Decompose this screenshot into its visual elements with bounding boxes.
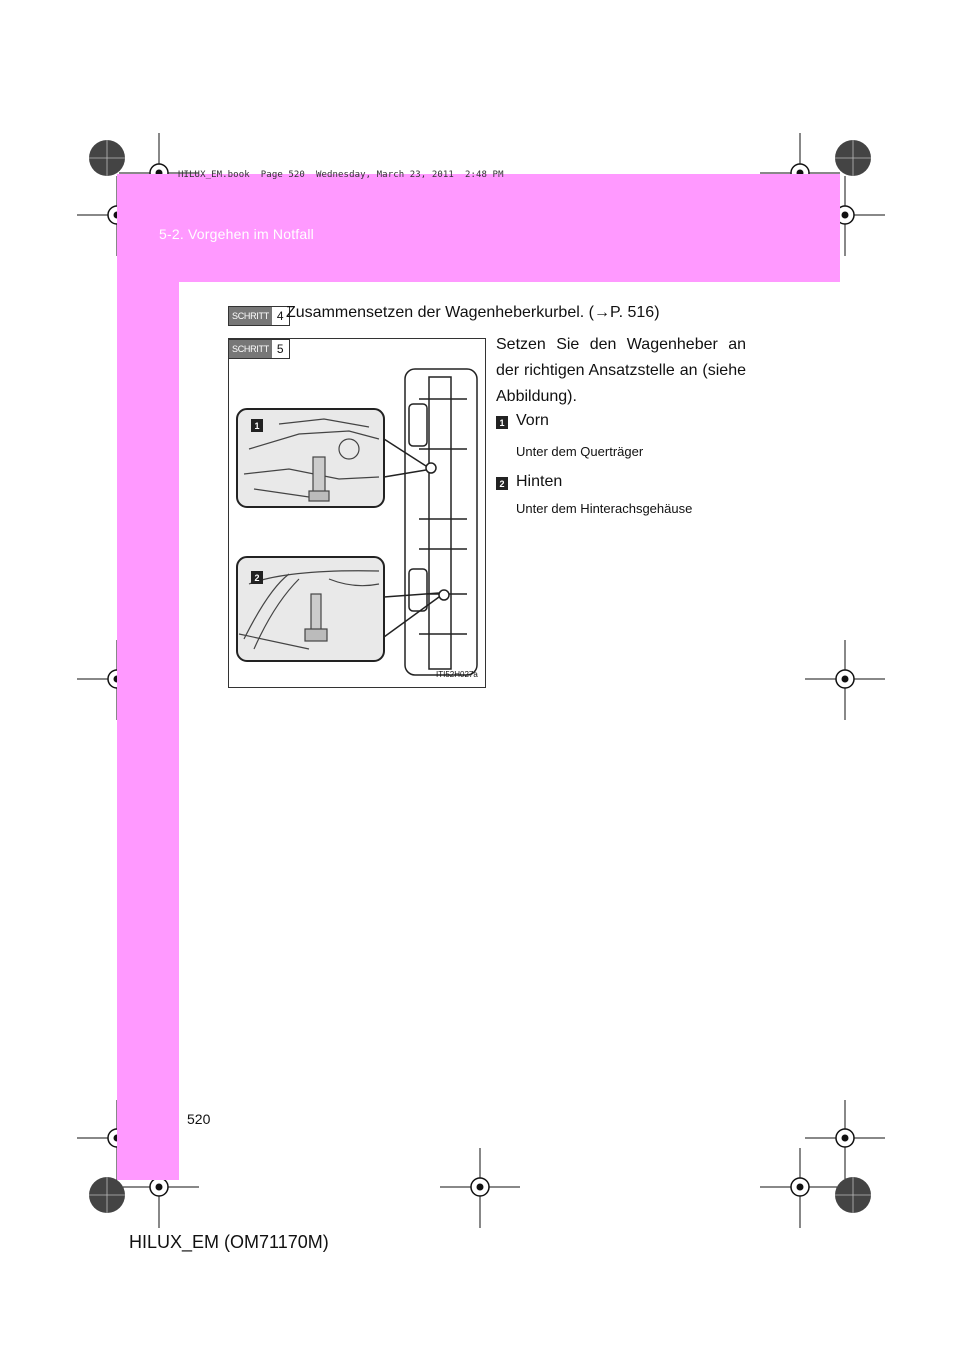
step-4-text: Zusammensetzen der Wagenheberkurbel. (→P. 516) — [286, 304, 660, 321]
step-badge-label: SCHRITT — [229, 307, 272, 325]
chassis-illustration — [229, 339, 485, 687]
item-2-number: 2 — [496, 477, 508, 490]
page-number: 520 — [187, 1111, 211, 1127]
jack-position-figure — [228, 338, 486, 688]
step-badge-number: 5 — [272, 340, 289, 358]
svg-text:1: 1 — [254, 421, 260, 431]
book-stamp: HILUX_EM.book Page 520 Wednesday, March 23, 2011 2:48 PM — [178, 170, 504, 180]
step-4-badge — [228, 306, 290, 326]
figure-code: ITI52H027a — [436, 670, 478, 679]
svg-text:2: 2 — [254, 573, 260, 583]
side-band — [117, 282, 179, 1180]
step-5-badge — [228, 339, 290, 359]
item-2-description: Unter dem Hinterachsgehäuse — [516, 501, 693, 516]
item-2-label: Hinten — [516, 473, 563, 490]
step-5-text: Setzen Sie den Wagenheber an der richtigen Ansatzstelle an (siehe Abbildung). — [496, 336, 746, 405]
step-badge-label: SCHRITT — [229, 340, 272, 358]
item-1-label: Vorn — [516, 412, 549, 429]
item-1-description: Unter dem Querträger — [516, 444, 644, 459]
section-title: 5-2. Vorgehen im Notfall — [159, 226, 314, 242]
step-badge-number: 4 — [272, 307, 289, 325]
item-1-number: 1 — [496, 416, 508, 429]
footer-code: HILUX_EM (OM71170M) — [129, 1232, 329, 1252]
